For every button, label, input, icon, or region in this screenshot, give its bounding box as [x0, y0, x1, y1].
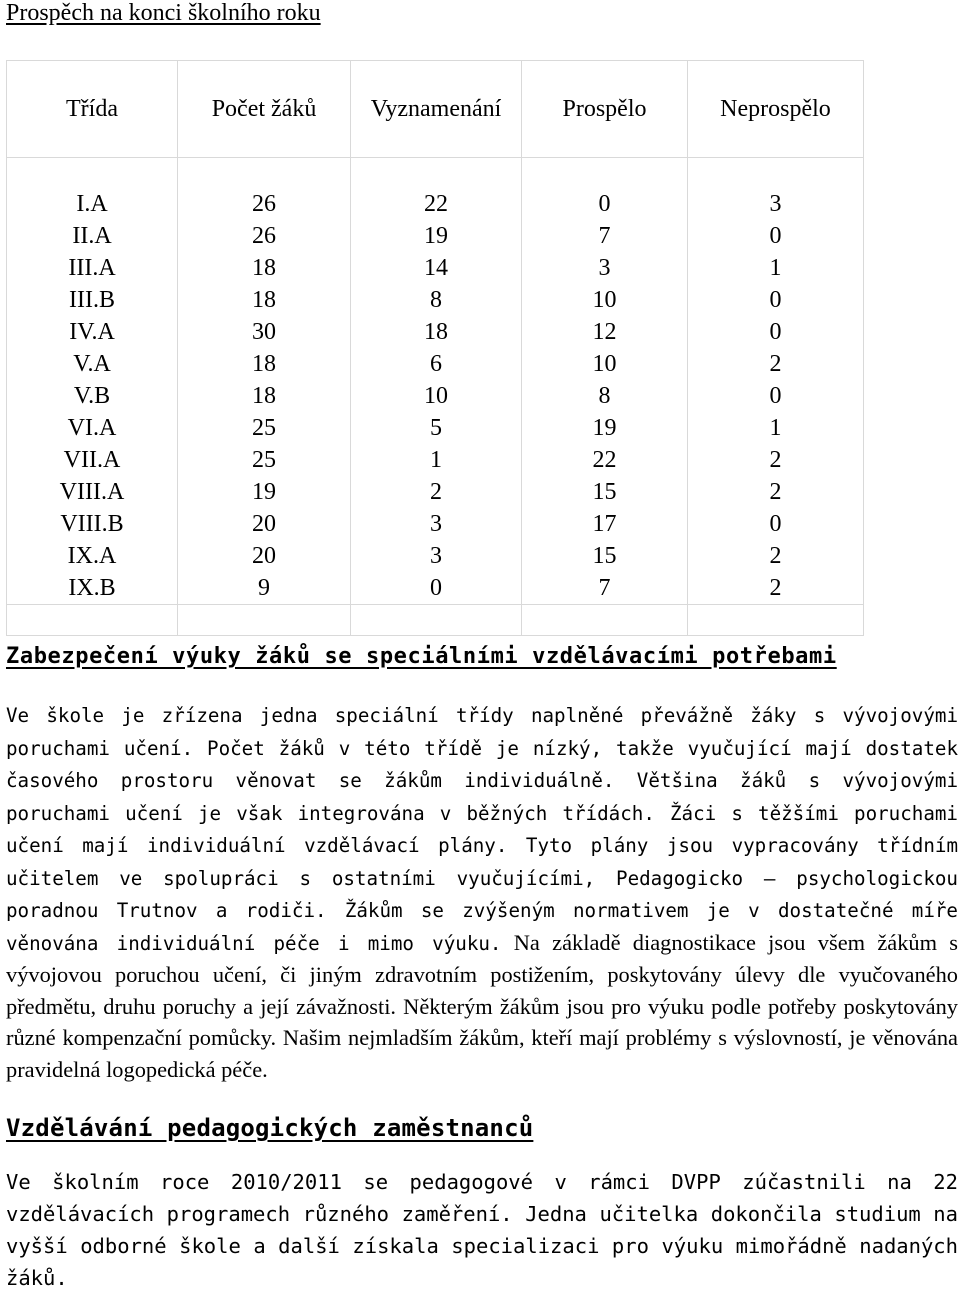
table-row [7, 380, 864, 412]
table-cell: IX.A [7, 540, 178, 572]
table-cell: 20 [178, 508, 351, 540]
table-empty-cell [351, 605, 522, 636]
table-row [7, 220, 864, 252]
table-cell: V.A [7, 348, 178, 380]
table-cell: 17 [522, 508, 688, 540]
table-cell: 2 [688, 540, 864, 572]
table-cell: VII.A [7, 444, 178, 476]
table-empty-cell [688, 605, 864, 636]
table-cell: 0 [351, 572, 522, 605]
table-cell: 19 [522, 412, 688, 444]
table-row [7, 316, 864, 348]
table-cell: 14 [351, 252, 522, 284]
table-cell: 1 [351, 444, 522, 476]
table-cell: 3 [351, 508, 522, 540]
table-cell: 0 [688, 316, 864, 348]
table-cell: 3 [522, 252, 688, 284]
table-cell: 10 [351, 380, 522, 412]
table-cell: III.B [7, 284, 178, 316]
table-empty-row [7, 605, 864, 636]
table-cell: 6 [351, 348, 522, 380]
header-cell-passed: Prospělo [522, 61, 688, 158]
table-cell: 18 [178, 284, 351, 316]
table-cell: 22 [522, 444, 688, 476]
table-cell: 2 [351, 476, 522, 508]
table-cell: 8 [522, 380, 688, 412]
table-row [7, 252, 864, 284]
table-cell: 15 [522, 540, 688, 572]
table-cell: 25 [178, 412, 351, 444]
table-cell: 20 [178, 540, 351, 572]
header-cell-pupil-count: Počet žáků [178, 61, 351, 158]
table-row [7, 508, 864, 540]
table-cell: 22 [351, 158, 522, 221]
table-cell: 0 [688, 380, 864, 412]
table-empty-cell [522, 605, 688, 636]
table-cell: 1 [688, 412, 864, 444]
table-cell: VIII.B [7, 508, 178, 540]
table-cell: VIII.A [7, 476, 178, 508]
table-row [7, 284, 864, 316]
table-cell: 19 [351, 220, 522, 252]
results-table [6, 60, 864, 636]
table-row [7, 158, 864, 221]
table-cell: 18 [178, 348, 351, 380]
table-cell: VI.A [7, 412, 178, 444]
table-cell: 19 [178, 476, 351, 508]
table-cell: 0 [688, 284, 864, 316]
header-cell-failed: Neprospělo [688, 61, 864, 158]
table-cell: 26 [178, 158, 351, 221]
paragraph-special-needs-part1: Ve škole je zřízena jedna speciální třídy naplněné převážně žáky s vývojovými poruchami učení. Počet žáků v této třídě je nízký, takže vyučující mají dostatek časového prostoru věnovat se žákům individuálně. Většina žáků s vývojovými poruchami učení je však integrována v běžných třídách. Žáci s těžšími poruchami učení mají individuální vzdělávací plány. Tyto plány jsou vypracovány třídním učitelem ve spolupráci s ostatními vyučujícími, Pedagogicko – psychologickou poradnou Trutnov a rodiči. Žákům se zvýšeným normativem je v dostatečné míře věnována individuální péče i mimo výuku. [6, 704, 958, 955]
table-cell: 18 [351, 316, 522, 348]
table-cell: IV.A [7, 316, 178, 348]
results-table-body [7, 61, 864, 636]
table-cell: 9 [178, 572, 351, 605]
table-cell: 18 [178, 252, 351, 284]
table-row [7, 412, 864, 444]
table-cell: 3 [688, 158, 864, 221]
table-cell: 10 [522, 284, 688, 316]
table-empty-cell [178, 605, 351, 636]
table-cell: 7 [522, 220, 688, 252]
table-row [7, 476, 864, 508]
table-cell: 2 [688, 476, 864, 508]
table-cell: 0 [688, 220, 864, 252]
table-cell: 5 [351, 412, 522, 444]
table-cell: III.A [7, 252, 178, 284]
table-row [7, 348, 864, 380]
table-cell: 12 [522, 316, 688, 348]
table-cell: IX.B [7, 572, 178, 605]
table-cell: V.B [7, 380, 178, 412]
table-cell: 1 [688, 252, 864, 284]
paragraph-special-needs-part2: Na základě diagnostikace jsou všem žákům s vývojovou poruchou učení, či jiným zdravotním postižením, poskytovány úlevy dle vyučovaného předmětu, druhu poruchy a její závažnosti. Některým žákům jsou pro výuku podle potřeby poskytovány různé kompenzační pomůcky. Našim nejmladším žákům, kteří mají problémy s výslovností, je věnována pravidelná logopedická péče. [6, 929, 958, 1082]
paragraph-staff-education: Ve školním roce 2010/2011 se pedagogové v rámci DVPP zúčastnili na 22 vzdělávacích programech různého zaměření. Jedna učitelka dokončila studium na vyšší odborné škole a další získala specializaci pro výuku mimořádně nadaných žáků. [6, 1170, 958, 1290]
table-row [7, 572, 864, 605]
table-cell: 7 [522, 572, 688, 605]
section-heading-staff-education: Vzdělávání pedagogických zaměstnanců [6, 1114, 534, 1142]
table-row [7, 540, 864, 572]
table-cell: 18 [178, 380, 351, 412]
header-cell-class: Třída [7, 61, 178, 158]
table-cell: 2 [688, 348, 864, 380]
table-cell: II.A [7, 220, 178, 252]
table-header-row [7, 61, 864, 158]
table-cell: 3 [351, 540, 522, 572]
page-title: Prospěch na konci školního roku [6, 0, 321, 26]
table-cell: 8 [351, 284, 522, 316]
table-cell: 0 [688, 508, 864, 540]
table-cell: 2 [688, 444, 864, 476]
table-cell: 10 [522, 348, 688, 380]
table-empty-cell [7, 605, 178, 636]
table-cell: 25 [178, 444, 351, 476]
table-row [7, 444, 864, 476]
table-cell: 15 [522, 476, 688, 508]
section-heading-special-needs: Zabezpečení výuky žáků se speciálními vzdělávacími potřebami [6, 644, 837, 669]
table-cell: 0 [522, 158, 688, 221]
paragraph-special-needs [6, 699, 958, 1085]
table-cell: 2 [688, 572, 864, 605]
table-cell: 26 [178, 220, 351, 252]
header-cell-honours: Vyznamenání [351, 61, 522, 158]
table-cell: 30 [178, 316, 351, 348]
table-cell: I.A [7, 158, 178, 221]
